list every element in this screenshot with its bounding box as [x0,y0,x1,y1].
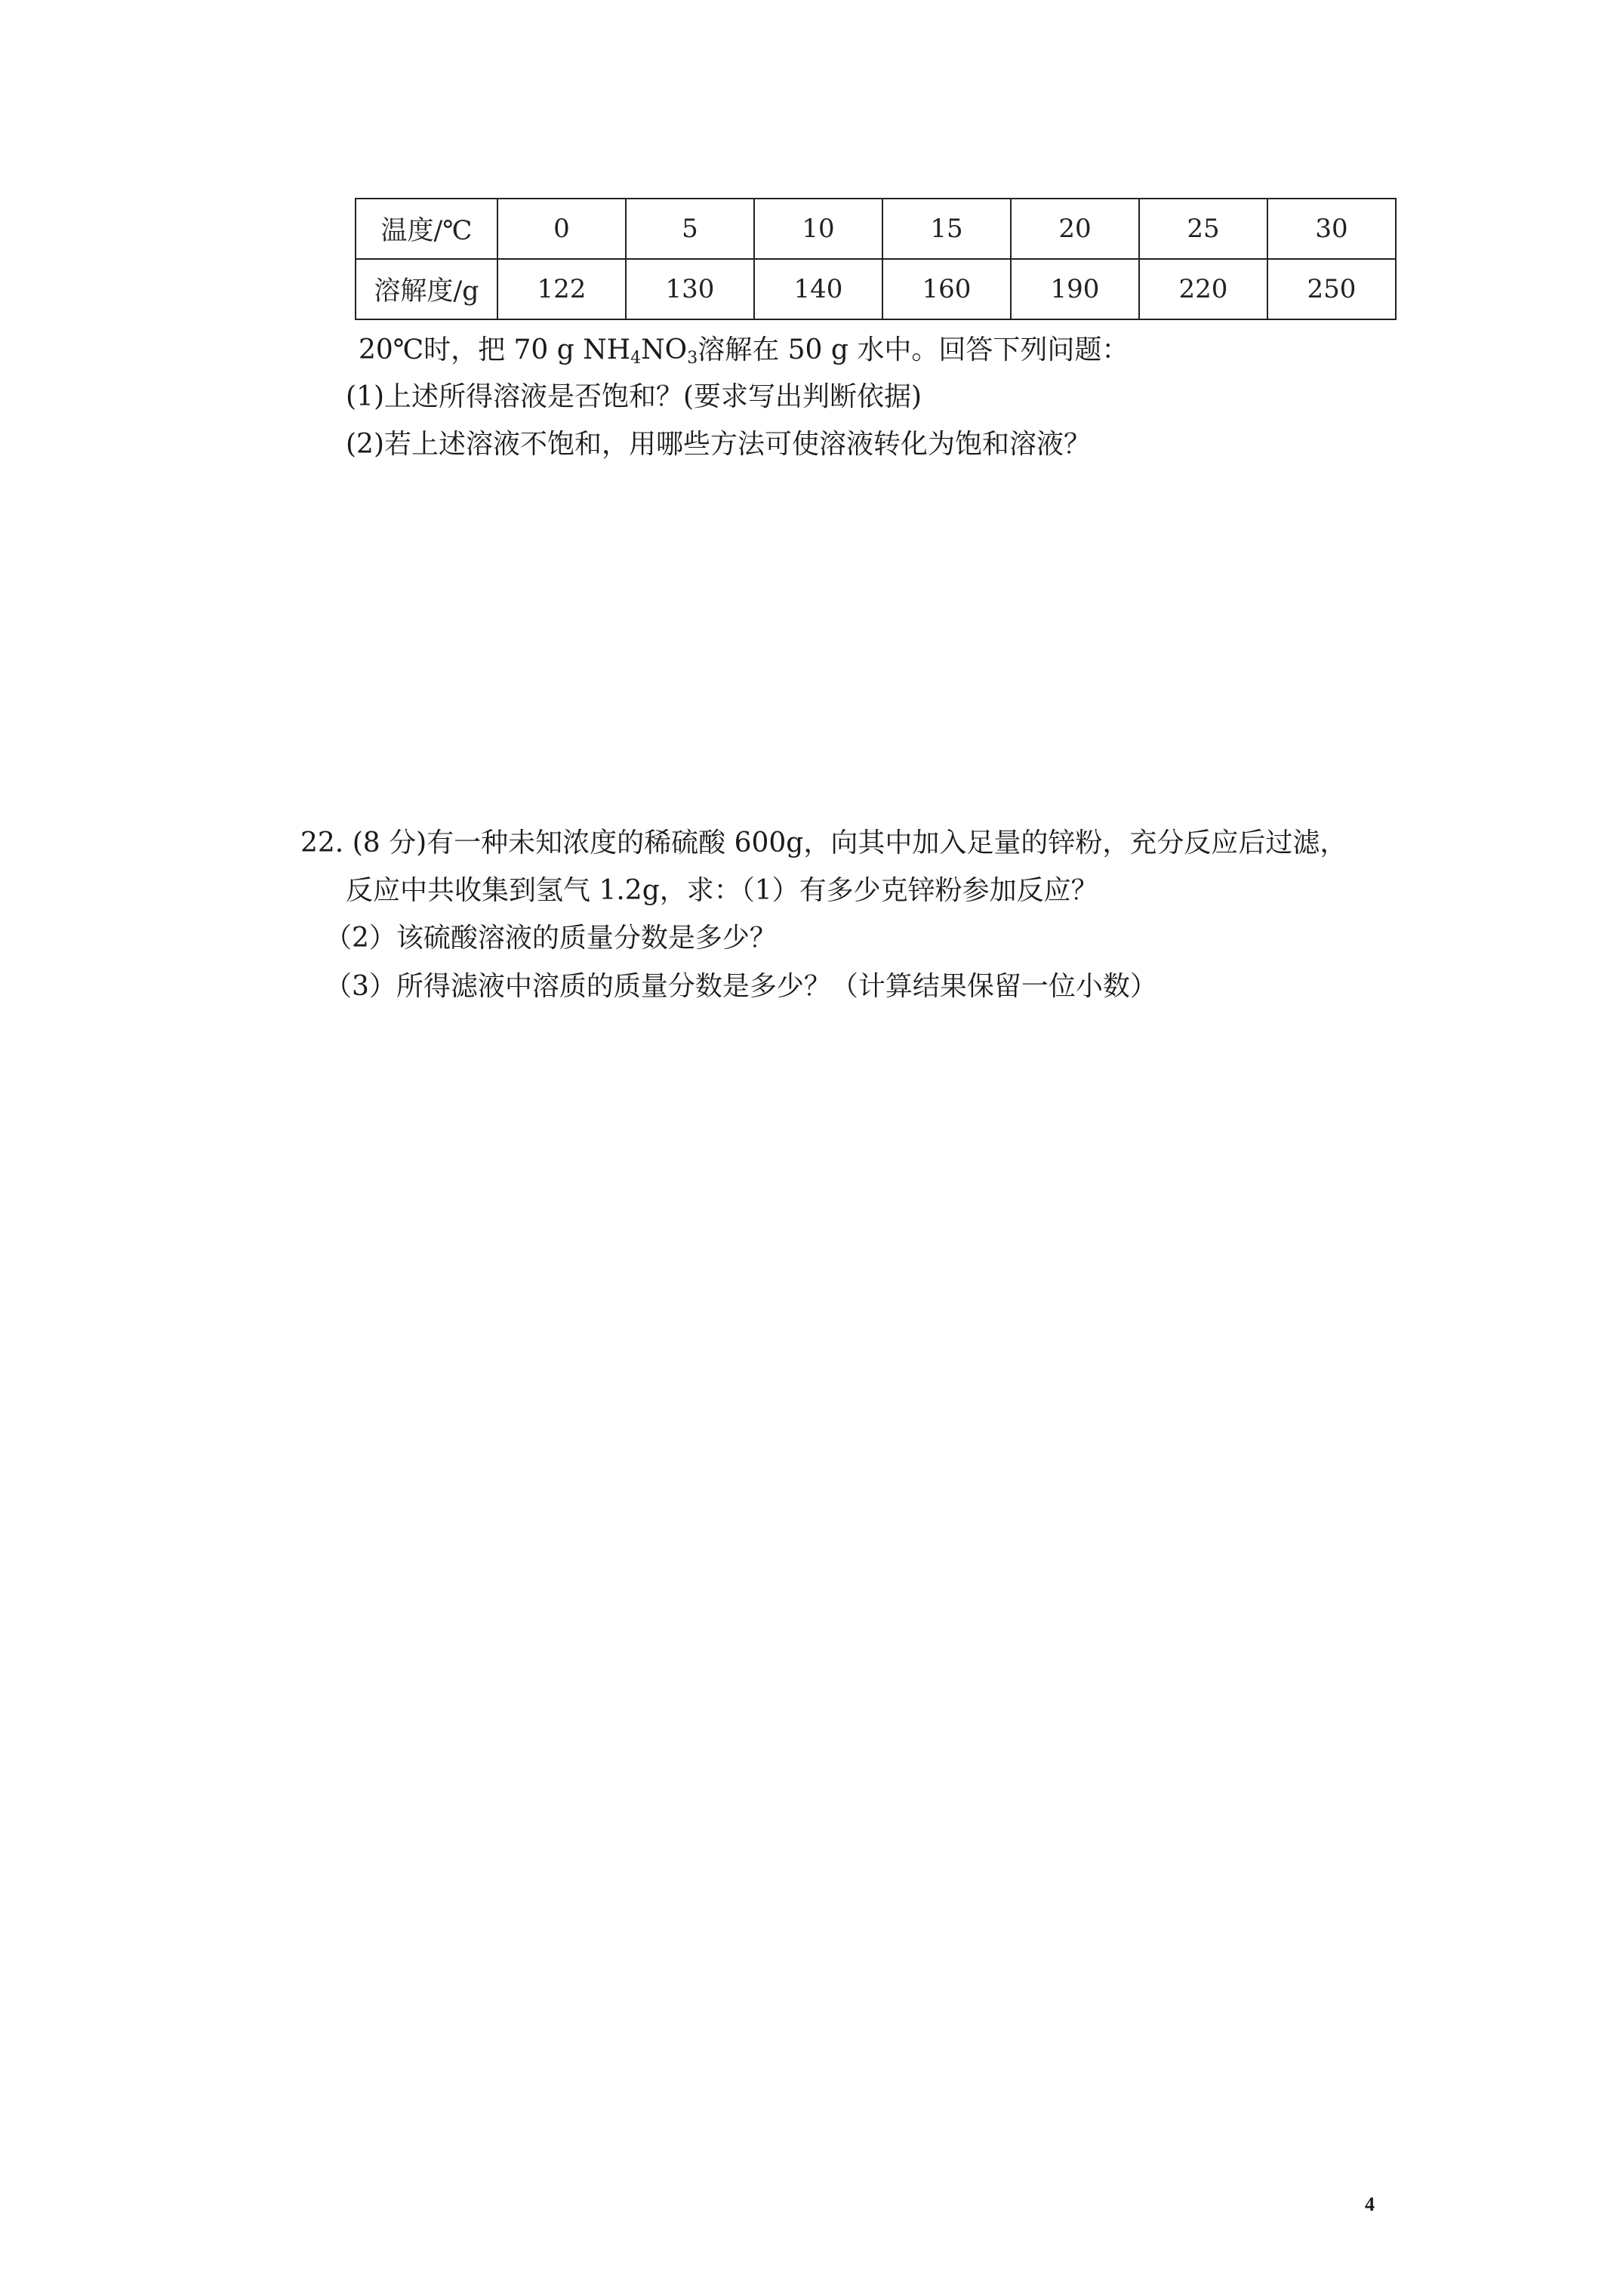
solubility-cell: 220 [1139,259,1267,319]
temperature-cell: 25 [1139,199,1267,259]
temperature-row [356,199,1396,259]
temperature-cell: 5 [626,199,754,259]
q21-intro-subscript-3: 3 [687,349,698,368]
solubility-table [355,198,1397,320]
temperature-cell: 20 [1011,199,1139,259]
q22-line1: 22. (8 分)有一种未知浓度的稀硫酸 600g，向其中加入足量的锌粉，充分反应后过滤， [300,827,1347,858]
q21-intro-suffix: 溶解在 50 g 水中。回答下列问题： [698,334,1129,365]
solubility-cell: 190 [1011,259,1139,319]
temperature-header: 温度/℃ [356,199,497,259]
solubility-row [356,259,1396,319]
q21-intro [359,334,1129,367]
solubility-cell: 130 [626,259,754,319]
q22-line2: 反应中共收集到氢气 1.2g，求：（1）有多少克锌粉参加反应？ [346,875,1098,906]
q22-line3: （2）该硫酸溶液的质量分数是多少？ [325,923,777,954]
temperature-cell: 15 [882,199,1011,259]
temperature-cell: 10 [754,199,882,259]
solubility-cell: 250 [1267,259,1396,319]
temperature-cell: 30 [1267,199,1396,259]
q21-part2: (2)若上述溶液不饱和，用哪些方法可使溶液转化为饱和溶液？ [346,429,1091,460]
temperature-cell: 0 [497,199,626,259]
solubility-header: 溶解度/g [356,259,497,319]
q21-intro-mid: NO [641,334,688,365]
solubility-cell: 140 [754,259,882,319]
solubility-cell: 122 [497,259,626,319]
solubility-cell: 160 [882,259,1011,319]
page-number: 4 [1365,2193,1375,2215]
q22-line4: （3）所得滤液中溶质的质量分数是多少？（计算结果保留一位小数） [325,971,1157,1002]
q21-intro-prefix: 20℃时，把 70 g NH [359,334,631,365]
q21-intro-subscript-4: 4 [630,349,642,368]
q21-part1: (1)上述所得溶液是否饱和？(要求写出判断依据) [346,381,922,412]
